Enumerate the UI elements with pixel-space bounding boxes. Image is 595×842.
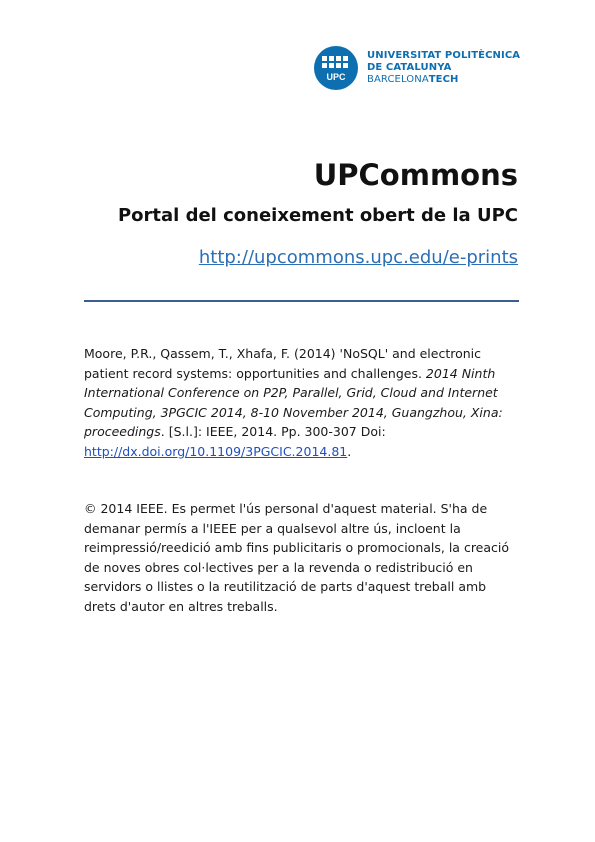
citation-venue: 2014 Ninth International Conference on P2P, Parallel, Grid, Cloud and Internet Computing, 3PGCIC 2014, 8-10 November 2014, Guangzhou, Xina: proceedings xyxy=(84,365,503,439)
page-title: UPCommons xyxy=(313,158,518,192)
doi-link[interactable]: http://dx.doi.org/10.1109/3PGCIC.2014.81 xyxy=(84,443,348,459)
logo-line-1: UNIVERSITAT POLITÈCNICA xyxy=(367,50,521,61)
logo-wordmark xyxy=(367,50,520,86)
logo-mark-text: UPC xyxy=(326,72,346,82)
divider xyxy=(84,300,519,302)
logo-line-3 xyxy=(367,74,520,86)
logo-line-2: DE CATALUNYA xyxy=(367,62,452,73)
page-subtitle: Portal del coneixement obert de la UPC xyxy=(117,205,518,226)
upc-seal-icon xyxy=(314,46,358,90)
citation-authors: Moore, P.R., Qassem, T., Xhafa, F. (2014) 'NoSQL' and electronic patient record systems: opportunities and challenges. xyxy=(84,346,482,381)
copyright-notice: © 2014 IEEE. Es permet l'ús personal d'aquest material. S'ha de demanar permís a l'IEEE per a qualsevol altre ús, incloent la reimpressió/reedició amb fins publicitaris o promocionals, la creació de noves obres col·lectives per a la revenda o redistribució en servidors o llistes o la reutilització de parts d'aquest treball amb drets d'autor en altres treballs. xyxy=(84,501,510,614)
logo-line-3b: TECH xyxy=(428,74,459,85)
citation-publisher: . [S.l.]: IEEE, 2014. Pp. 300-307 Doi: xyxy=(160,424,386,439)
citation-end: . xyxy=(347,443,352,459)
citation xyxy=(84,344,514,461)
upc-logo xyxy=(314,46,520,90)
upcommons-link[interactable]: http://upcommons.upc.edu/e-prints xyxy=(198,247,518,268)
logo-line-3a: BARCELONA xyxy=(367,74,429,85)
